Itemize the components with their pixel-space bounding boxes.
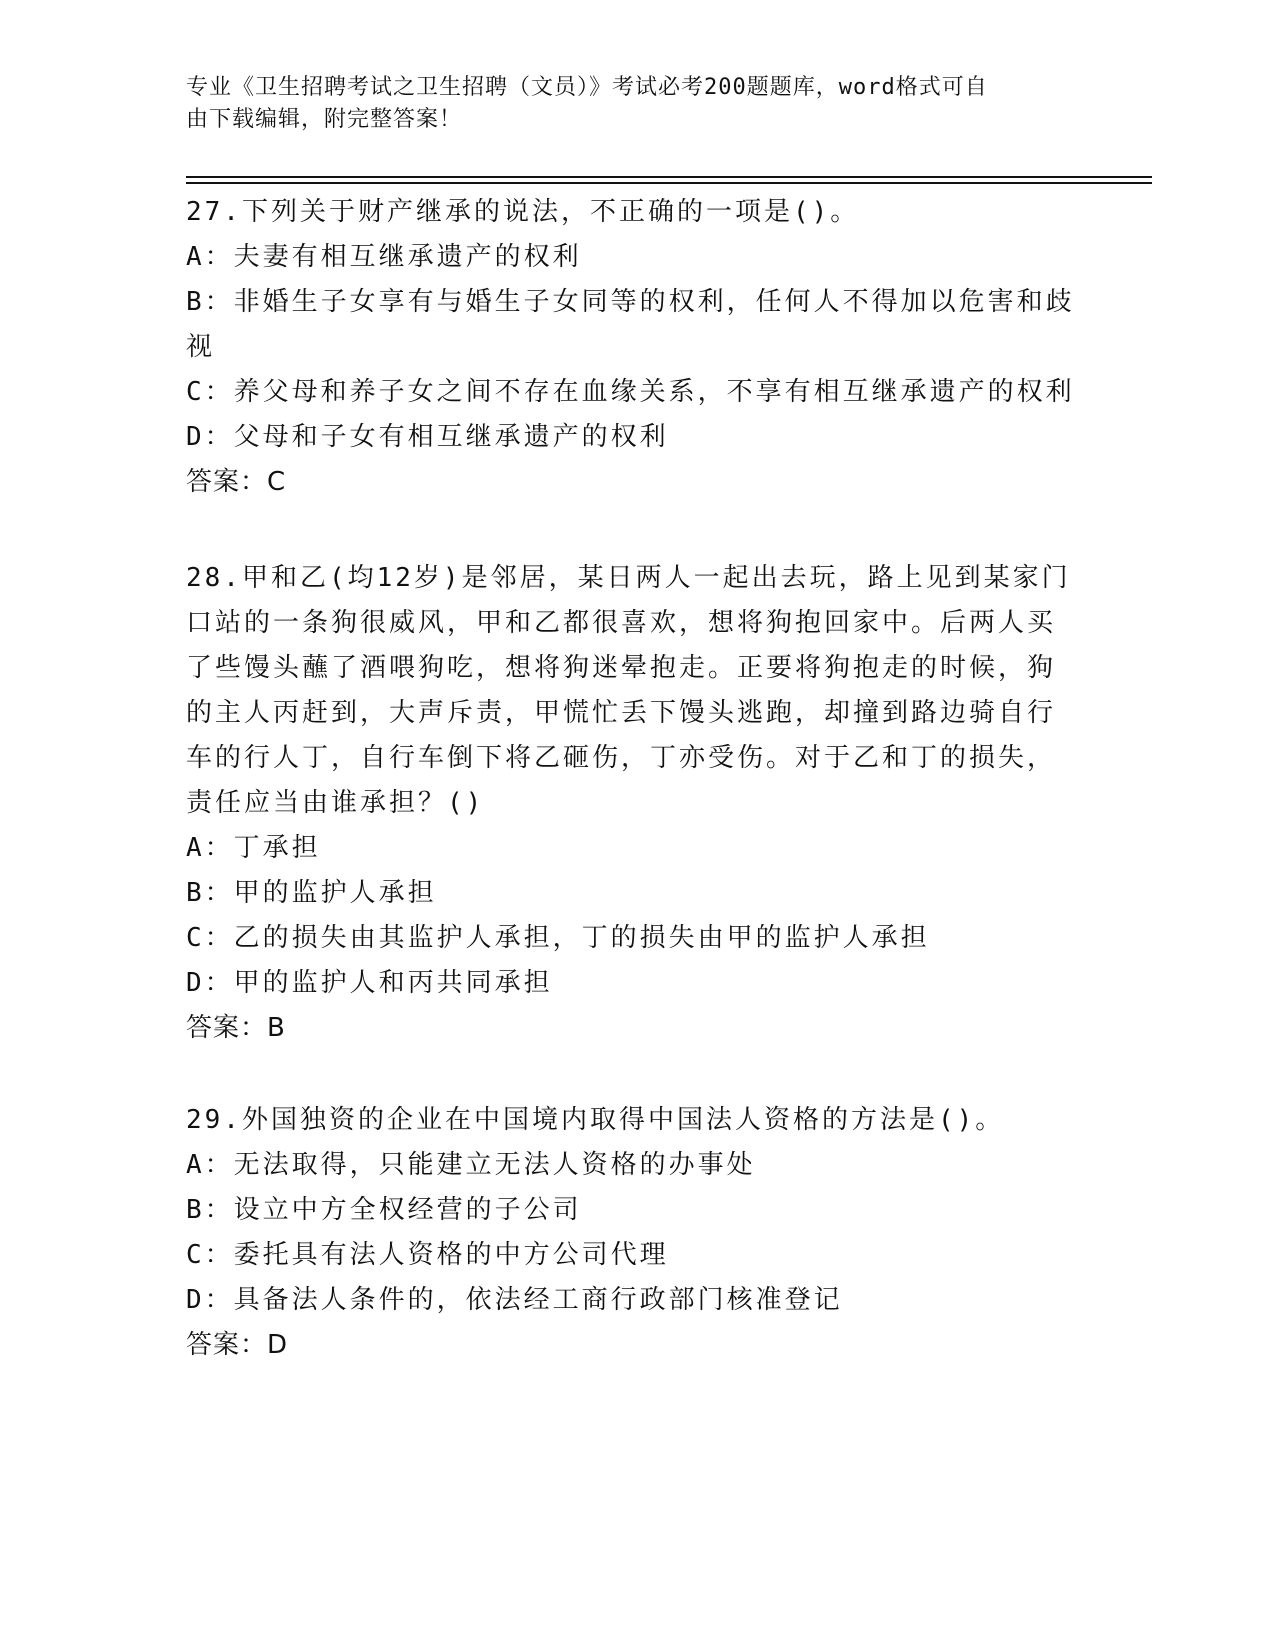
header-divider-top: [186, 176, 1152, 178]
option-d: D：具备法人条件的，依法经工商行政部门核准登记: [186, 1285, 843, 1315]
option-b-continued: 视: [186, 332, 216, 362]
question-stem: 27.下列关于财产继承的说法，不正确的一项是()。: [186, 197, 860, 227]
question-stem: 车的行人丁，自行车倒下将乙砸伤，丁亦受伤。对于乙和丁的损失，: [186, 743, 1057, 773]
question-29: [186, 1098, 1086, 1368]
option-c: C：养父母和养子女之间不存在血缘关系，不享有相互继承遗产的权利: [186, 377, 1075, 407]
question-28: [186, 556, 1086, 1051]
option-a: A：无法取得，只能建立无法人资格的办事处: [186, 1150, 756, 1180]
question-stem: 责任应当由谁承担？(): [186, 788, 485, 818]
question-stem: 了些馒头蘸了酒喂狗吃，想将狗迷晕抱走。正要将狗抱走的时候，狗: [186, 653, 1057, 683]
answer-label: 答案：B: [186, 1013, 286, 1043]
option-b: B：设立中方全权经营的子公司: [186, 1195, 582, 1225]
question-27: [186, 190, 1086, 505]
option-a: A：夫妻有相互继承遗产的权利: [186, 242, 582, 272]
question-stem: 28.甲和乙(均12岁)是邻居，某日两人一起出去玩，路上见到某家门: [186, 563, 1071, 593]
answer-label: 答案：C: [186, 467, 287, 497]
option-b: B：非婚生子女享有与婚生子女同等的权利，任何人不得加以危害和歧: [186, 287, 1075, 317]
answer-label: 答案：D: [186, 1330, 289, 1360]
option-a: A：丁承担: [186, 833, 321, 863]
header-line-1: 专业《卫生招聘考试之卫生招聘（文员）》考试必考200题题库，word格式可自: [186, 75, 988, 100]
option-d: D：甲的监护人和丙共同承担: [186, 968, 553, 998]
option-c: C：委托具有法人资格的中方公司代理: [186, 1240, 669, 1270]
option-d: D：父母和子女有相互继承遗产的权利: [186, 422, 669, 452]
header-divider-bottom: [186, 182, 1152, 184]
question-stem: 29.外国独资的企业在中国境内取得中国法人资格的方法是()。: [186, 1105, 1005, 1135]
question-stem: 的主人丙赶到，大声斥责，甲慌忙丢下馒头逃跑，却撞到路边骑自行: [186, 698, 1057, 728]
question-stem: 口站的一条狗很威风，甲和乙都很喜欢，想将狗抱回家中。后两人买: [186, 608, 1057, 638]
header-line-2: 由下载编辑，附完整答案！: [186, 107, 463, 132]
option-c: C：乙的损失由其监护人承担，丁的损失由甲的监护人承担: [186, 923, 930, 953]
document-header: [186, 72, 1076, 136]
option-b: B：甲的监护人承担: [186, 878, 437, 908]
